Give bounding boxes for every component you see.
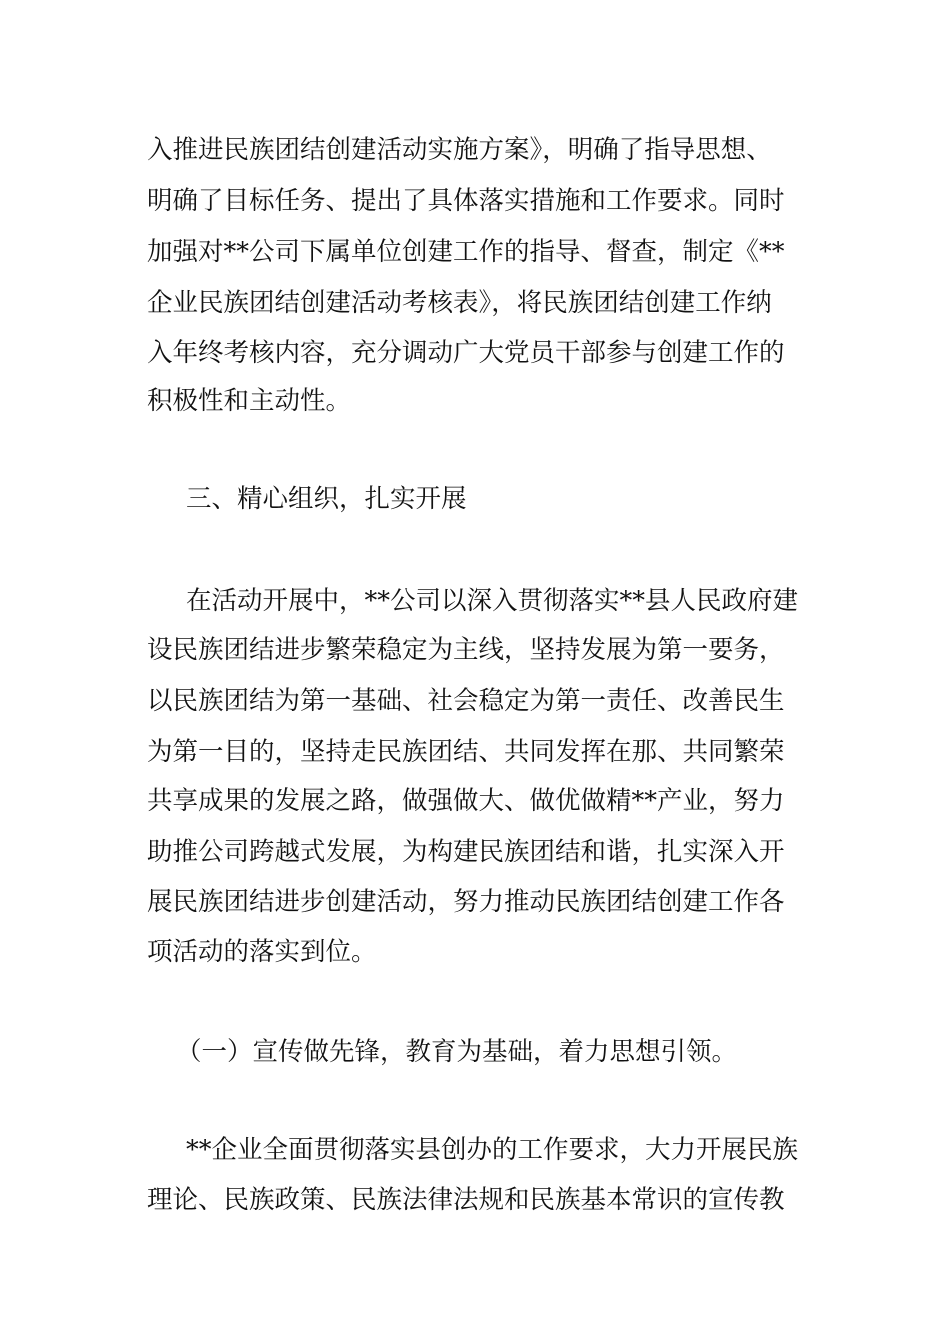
paragraph-2-line-6: 助推公司跨越式发展，为构建民族团结和谐，扎实深入开 bbox=[147, 837, 785, 867]
paragraph-1-line-5: 入年终考核内容，充分调动广大党员干部参与创建工作的 bbox=[147, 338, 785, 368]
paragraph-3-line-2: 理论、民族政策、民族法律法规和民族基本常识的宣传教 bbox=[147, 1185, 785, 1215]
paragraph-2-line-4: 为第一目的，坚持走民族团结、共同发挥在那、共同繁荣 bbox=[147, 737, 785, 767]
paragraph-2-line-3: 以民族团结为第一基础、社会稳定为第一责任、改善民生 bbox=[147, 686, 785, 716]
paragraph-1-line-2: 明确了目标任务、提出了具体落实措施和工作要求。同时 bbox=[147, 186, 785, 216]
paragraph-2-line-1: 在活动开展中，**公司以深入贯彻落实**县人民政府建 bbox=[186, 586, 799, 616]
paragraph-2-line-5: 共享成果的发展之路，做强做大、做优做精**产业，努力 bbox=[147, 786, 785, 816]
paragraph-1-line-3: 加强对**公司下属单位创建工作的指导、督查，制定《** bbox=[147, 237, 785, 267]
section-heading-3: 三、精心组织，扎实开展 bbox=[186, 484, 467, 514]
paragraph-3-line-1: **企业全面贯彻落实县创办的工作要求，大力开展民族 bbox=[186, 1135, 799, 1165]
subheading-1: （一）宣传做先锋，教育为基础，着力思想引领。 bbox=[176, 1037, 738, 1067]
paragraph-1-line-1: 入推进民族团结创建活动实施方案》，明确了指导思想、 bbox=[147, 135, 772, 165]
paragraph-2-line-7: 展民族团结进步创建活动，努力推动民族团结创建工作各 bbox=[147, 887, 785, 917]
paragraph-1-line-6: 积极性和主动性。 bbox=[147, 386, 352, 416]
paragraph-2-line-2: 设民族团结进步繁荣稳定为主线，坚持发展为第一要务， bbox=[147, 635, 785, 665]
paragraph-2-line-8: 项活动的落实到位。 bbox=[147, 937, 377, 967]
paragraph-1-line-4: 企业民族团结创建活动考核表》，将民族团结创建工作纳 bbox=[147, 288, 772, 318]
